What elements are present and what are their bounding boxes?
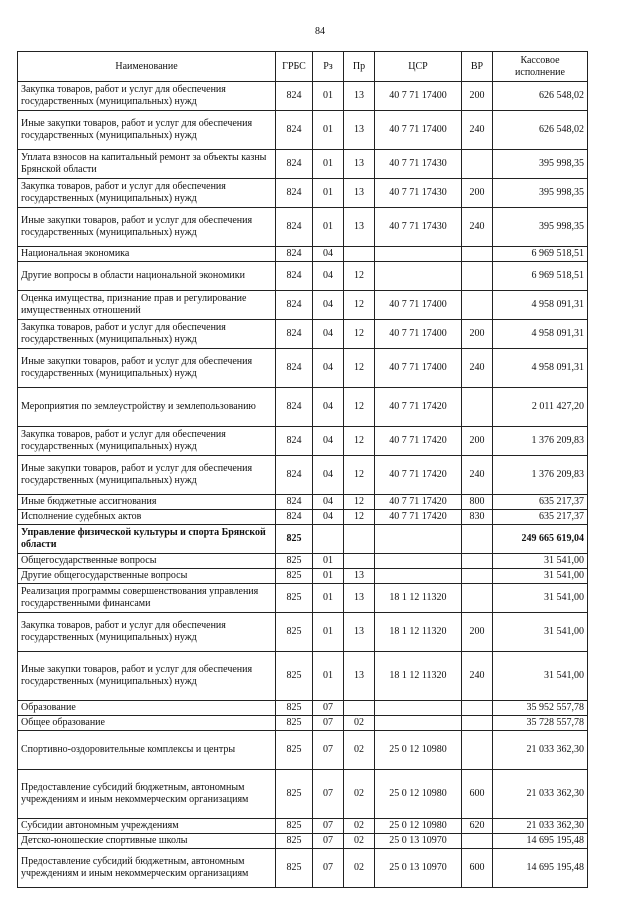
cell-name: Общегосударственные вопросы [18, 554, 276, 569]
cell-grbs: 825 [276, 701, 313, 716]
cell-csr: 25 0 12 10980 [375, 770, 462, 819]
cell-grbs: 824 [276, 150, 313, 179]
cell-amount: 635 217,37 [493, 495, 588, 510]
cell-name: Спортивно-оздоровительные комплексы и центры [18, 731, 276, 770]
cell-rz: 04 [313, 510, 344, 525]
cell-vr: 240 [462, 208, 493, 247]
cell-amount: 4 958 091,31 [493, 349, 588, 388]
cell-pr: 12 [344, 456, 375, 495]
cell-name: Управление физической культуры и спорта Брянской области [18, 525, 276, 554]
cell-vr: 620 [462, 819, 493, 834]
cell-grbs: 824 [276, 111, 313, 150]
cell-pr: 12 [344, 495, 375, 510]
cell-name: Закупка товаров, работ и услуг для обеспечения государственных (муниципальных) нужд [18, 179, 276, 208]
header-grbs: ГРБС [276, 52, 313, 82]
cell-vr [462, 569, 493, 584]
cell-csr: 18 1 12 11320 [375, 584, 462, 613]
cell-pr: 02 [344, 731, 375, 770]
header-rz: Рз [313, 52, 344, 82]
cell-name: Предоставление субсидий бюджетным, автономным учреждениям и иным некоммерческим организациям [18, 849, 276, 888]
table-row [18, 111, 588, 150]
cell-rz: 07 [313, 770, 344, 819]
cell-amount: 31 541,00 [493, 569, 588, 584]
cell-csr: 40 7 71 17420 [375, 510, 462, 525]
cell-grbs: 824 [276, 427, 313, 456]
cell-rz: 07 [313, 701, 344, 716]
cell-grbs: 824 [276, 510, 313, 525]
cell-name: Иные закупки товаров, работ и услуг для обеспечения государственных (муниципальных) нужд [18, 111, 276, 150]
cell-pr [344, 525, 375, 554]
cell-amount: 4 958 091,31 [493, 291, 588, 320]
table-row [18, 262, 588, 291]
cell-rz: 07 [313, 819, 344, 834]
cell-vr [462, 388, 493, 427]
cell-csr: 25 0 12 10980 [375, 819, 462, 834]
cell-name: Предоставление субсидий бюджетным, автономным учреждениям и иным некоммерческим организациям [18, 770, 276, 819]
cell-pr: 12 [344, 262, 375, 291]
cell-amount: 1 376 209,83 [493, 427, 588, 456]
table-row [18, 849, 588, 888]
table-row [18, 349, 588, 388]
table-row [18, 525, 588, 554]
cell-vr: 240 [462, 456, 493, 495]
cell-amount: 35 728 557,78 [493, 716, 588, 731]
table-row [18, 701, 588, 716]
header-csr: ЦСР [375, 52, 462, 82]
cell-rz: 07 [313, 716, 344, 731]
cell-csr [375, 262, 462, 291]
cell-pr: 13 [344, 652, 375, 701]
table-row [18, 731, 588, 770]
cell-grbs: 824 [276, 247, 313, 262]
cell-amount: 21 033 362,30 [493, 819, 588, 834]
cell-name: Закупка товаров, работ и услуг для обеспечения государственных (муниципальных) нужд [18, 320, 276, 349]
cell-pr: 12 [344, 427, 375, 456]
header-vr: ВР [462, 52, 493, 82]
cell-amount: 1 376 209,83 [493, 456, 588, 495]
cell-grbs: 825 [276, 849, 313, 888]
cell-rz: 01 [313, 150, 344, 179]
cell-rz: 07 [313, 849, 344, 888]
cell-name: Общее образование [18, 716, 276, 731]
cell-pr [344, 247, 375, 262]
cell-vr: 240 [462, 349, 493, 388]
table-header-row [18, 52, 588, 82]
cell-grbs: 825 [276, 613, 313, 652]
cell-vr: 200 [462, 320, 493, 349]
cell-pr: 02 [344, 849, 375, 888]
cell-grbs: 824 [276, 495, 313, 510]
header-amount: Кассовое исполнение [493, 52, 588, 82]
cell-grbs: 825 [276, 819, 313, 834]
cell-vr [462, 150, 493, 179]
cell-rz: 01 [313, 584, 344, 613]
cell-pr: 12 [344, 349, 375, 388]
cell-csr [375, 525, 462, 554]
cell-amount: 395 998,35 [493, 208, 588, 247]
cell-amount: 31 541,00 [493, 652, 588, 701]
table-row [18, 388, 588, 427]
cell-grbs: 824 [276, 262, 313, 291]
table-row [18, 320, 588, 349]
cell-pr: 13 [344, 111, 375, 150]
cell-name: Закупка товаров, работ и услуг для обеспечения государственных (муниципальных) нужд [18, 82, 276, 111]
cell-csr: 25 0 13 10970 [375, 834, 462, 849]
cell-amount: 626 548,02 [493, 111, 588, 150]
table-row [18, 613, 588, 652]
cell-rz: 01 [313, 208, 344, 247]
cell-grbs: 824 [276, 388, 313, 427]
cell-vr: 200 [462, 613, 493, 652]
cell-rz: 01 [313, 179, 344, 208]
cell-csr: 40 7 71 17400 [375, 320, 462, 349]
cell-pr: 13 [344, 613, 375, 652]
table-row [18, 495, 588, 510]
table-row [18, 456, 588, 495]
cell-grbs: 824 [276, 208, 313, 247]
cell-amount: 14 695 195,48 [493, 834, 588, 849]
cell-amount: 14 695 195,48 [493, 849, 588, 888]
cell-amount: 395 998,35 [493, 179, 588, 208]
cell-csr: 40 7 71 17420 [375, 427, 462, 456]
cell-pr: 02 [344, 819, 375, 834]
cell-rz: 04 [313, 495, 344, 510]
cell-grbs: 825 [276, 584, 313, 613]
cell-vr: 240 [462, 652, 493, 701]
cell-csr [375, 716, 462, 731]
header-pr: Пр [344, 52, 375, 82]
cell-grbs: 824 [276, 349, 313, 388]
cell-grbs: 824 [276, 82, 313, 111]
cell-grbs: 825 [276, 770, 313, 819]
table-row [18, 770, 588, 819]
cell-amount: 6 969 518,51 [493, 262, 588, 291]
cell-pr: 13 [344, 584, 375, 613]
cell-rz: 01 [313, 652, 344, 701]
cell-amount: 35 952 557,78 [493, 701, 588, 716]
cell-name: Детско-юношеские спортивные школы [18, 834, 276, 849]
table-row [18, 569, 588, 584]
cell-pr: 13 [344, 179, 375, 208]
cell-pr: 13 [344, 569, 375, 584]
cell-grbs: 825 [276, 834, 313, 849]
table-row [18, 427, 588, 456]
cell-pr: 02 [344, 770, 375, 819]
cell-grbs: 825 [276, 716, 313, 731]
cell-rz: 01 [313, 554, 344, 569]
cell-name: Исполнение судебных актов [18, 510, 276, 525]
cell-rz: 04 [313, 349, 344, 388]
cell-vr [462, 834, 493, 849]
table-row [18, 247, 588, 262]
cell-csr [375, 701, 462, 716]
cell-csr [375, 569, 462, 584]
table-row [18, 82, 588, 111]
cell-vr [462, 584, 493, 613]
cell-csr: 40 7 71 17400 [375, 291, 462, 320]
cell-amount: 31 541,00 [493, 613, 588, 652]
cell-rz: 04 [313, 262, 344, 291]
table-row [18, 179, 588, 208]
cell-pr: 13 [344, 82, 375, 111]
cell-rz: 04 [313, 291, 344, 320]
cell-pr [344, 554, 375, 569]
cell-amount: 395 998,35 [493, 150, 588, 179]
header-name: Наименование [18, 52, 276, 82]
cell-rz: 04 [313, 247, 344, 262]
table-row [18, 510, 588, 525]
cell-csr: 40 7 71 17400 [375, 82, 462, 111]
cell-pr: 13 [344, 150, 375, 179]
cell-csr: 40 7 71 17420 [375, 456, 462, 495]
cell-name: Другие вопросы в области национальной экономики [18, 262, 276, 291]
table-row [18, 554, 588, 569]
cell-csr: 40 7 71 17400 [375, 111, 462, 150]
cell-grbs: 825 [276, 731, 313, 770]
cell-amount: 31 541,00 [493, 584, 588, 613]
cell-name: Мероприятия по землеустройству и землепользованию [18, 388, 276, 427]
cell-vr: 200 [462, 82, 493, 111]
cell-pr [344, 701, 375, 716]
cell-name: Закупка товаров, работ и услуг для обеспечения государственных (муниципальных) нужд [18, 427, 276, 456]
cell-name: Образование [18, 701, 276, 716]
cell-amount: 21 033 362,30 [493, 731, 588, 770]
cell-amount: 249 665 619,04 [493, 525, 588, 554]
cell-vr: 240 [462, 111, 493, 150]
cell-vr [462, 554, 493, 569]
page-number: 84 [315, 26, 325, 37]
cell-pr: 12 [344, 388, 375, 427]
table-row [18, 652, 588, 701]
cell-name: Субсидии автономным учреждениям [18, 819, 276, 834]
cell-grbs: 825 [276, 554, 313, 569]
cell-csr: 40 7 71 17430 [375, 150, 462, 179]
cell-vr: 800 [462, 495, 493, 510]
cell-pr: 02 [344, 834, 375, 849]
cell-grbs: 825 [276, 652, 313, 701]
cell-grbs: 824 [276, 456, 313, 495]
cell-amount: 6 969 518,51 [493, 247, 588, 262]
cell-csr: 40 7 71 17420 [375, 388, 462, 427]
cell-vr [462, 247, 493, 262]
cell-name: Иные закупки товаров, работ и услуг для обеспечения государственных (муниципальных) нужд [18, 349, 276, 388]
cell-vr [462, 291, 493, 320]
cell-vr [462, 525, 493, 554]
cell-vr [462, 716, 493, 731]
cell-amount: 21 033 362,30 [493, 770, 588, 819]
cell-rz: 01 [313, 613, 344, 652]
budget-table [17, 51, 588, 888]
cell-csr: 18 1 12 11320 [375, 613, 462, 652]
cell-vr: 830 [462, 510, 493, 525]
cell-csr [375, 554, 462, 569]
cell-vr [462, 731, 493, 770]
cell-name: Реализация программы совершенствования управления государственными финансами [18, 584, 276, 613]
cell-grbs: 825 [276, 525, 313, 554]
cell-name: Иные закупки товаров, работ и услуг для обеспечения государственных (муниципальных) нужд [18, 208, 276, 247]
cell-pr: 12 [344, 291, 375, 320]
cell-vr [462, 262, 493, 291]
cell-rz: 04 [313, 456, 344, 495]
cell-vr: 200 [462, 179, 493, 208]
cell-csr: 40 7 71 17430 [375, 179, 462, 208]
cell-vr: 200 [462, 427, 493, 456]
cell-name: Иные закупки товаров, работ и услуг для обеспечения государственных (муниципальных) нужд [18, 652, 276, 701]
cell-vr [462, 701, 493, 716]
cell-rz: 01 [313, 82, 344, 111]
cell-csr: 40 7 71 17400 [375, 349, 462, 388]
cell-name: Другие общегосударственные вопросы [18, 569, 276, 584]
cell-amount: 626 548,02 [493, 82, 588, 111]
table-row [18, 584, 588, 613]
cell-pr: 13 [344, 208, 375, 247]
table-row [18, 208, 588, 247]
cell-name: Иные закупки товаров, работ и услуг для обеспечения государственных (муниципальных) нужд [18, 456, 276, 495]
cell-csr: 40 7 71 17420 [375, 495, 462, 510]
cell-name: Национальная экономика [18, 247, 276, 262]
cell-csr: 25 0 13 10970 [375, 849, 462, 888]
cell-amount: 2 011 427,20 [493, 388, 588, 427]
cell-grbs: 824 [276, 179, 313, 208]
cell-grbs: 824 [276, 291, 313, 320]
cell-rz: 01 [313, 111, 344, 150]
cell-vr: 600 [462, 770, 493, 819]
cell-pr: 02 [344, 716, 375, 731]
cell-rz: 04 [313, 388, 344, 427]
cell-rz: 07 [313, 731, 344, 770]
cell-amount: 635 217,37 [493, 510, 588, 525]
cell-vr: 600 [462, 849, 493, 888]
cell-amount: 4 958 091,31 [493, 320, 588, 349]
cell-grbs: 825 [276, 569, 313, 584]
table-body [18, 82, 588, 888]
cell-rz: 04 [313, 427, 344, 456]
cell-csr: 18 1 12 11320 [375, 652, 462, 701]
cell-pr: 12 [344, 510, 375, 525]
cell-csr [375, 247, 462, 262]
cell-rz: 04 [313, 320, 344, 349]
cell-grbs: 824 [276, 320, 313, 349]
table-row [18, 834, 588, 849]
cell-name: Оценка имущества, признание прав и регулирование имущественных отношений [18, 291, 276, 320]
cell-name: Закупка товаров, работ и услуг для обеспечения государственных (муниципальных) нужд [18, 613, 276, 652]
table-row [18, 716, 588, 731]
cell-name: Иные бюджетные ассигнования [18, 495, 276, 510]
table-row [18, 291, 588, 320]
cell-csr: 25 0 12 10980 [375, 731, 462, 770]
cell-csr: 40 7 71 17430 [375, 208, 462, 247]
cell-pr: 12 [344, 320, 375, 349]
cell-rz: 01 [313, 569, 344, 584]
cell-rz: 07 [313, 834, 344, 849]
cell-amount: 31 541,00 [493, 554, 588, 569]
table-row [18, 819, 588, 834]
table-row [18, 150, 588, 179]
cell-rz [313, 525, 344, 554]
cell-name: Уплата взносов на капитальный ремонт за объекты казны Брянской области [18, 150, 276, 179]
